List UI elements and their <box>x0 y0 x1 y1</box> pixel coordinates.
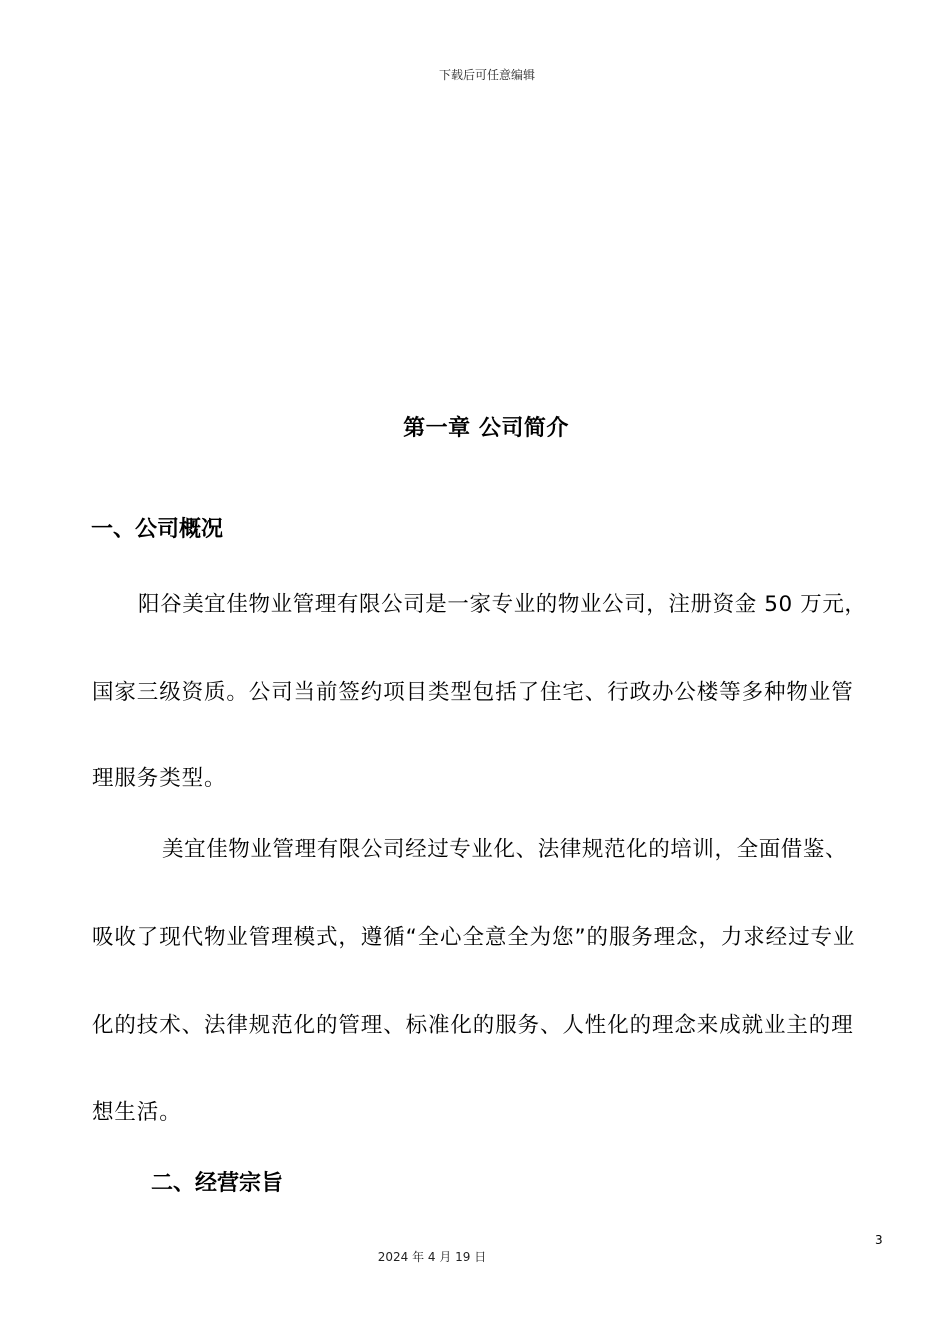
section-heading-purpose: 二、经营宗旨 <box>151 1171 284 1196</box>
paragraph-line: 美宜佳物业管理有限公司经过专业化、法律规范化的培训，全面借鉴、 <box>162 837 848 862</box>
paragraph-line: 阳谷美宜佳物业管理有限公司是一家专业的物业公司，注册资金 50 万元， <box>138 592 867 617</box>
chapter-title: 第一章 公司简介 <box>403 416 569 441</box>
section-heading-overview: 一、公司概况 <box>91 517 224 542</box>
page-number: 3 <box>875 1233 883 1247</box>
footer-date: 2024 年 4 月 19 日 <box>377 1250 487 1264</box>
paragraph-line: 化的技术、法律规范化的管理、标准化的服务、人性化的理念来成就业主的理 <box>92 1013 854 1038</box>
paragraph-line: 想生活。 <box>92 1100 182 1125</box>
header-note: 下载后可任意编辑 <box>438 68 535 82</box>
paragraph-line: 吸收了现代物业管理模式，遵循“全心全意全为您”的服务理念，力求经过专业 <box>92 925 856 950</box>
paragraph-line: 国家三级资质。公司当前签约项目类型包括了住宅、行政办公楼等多种物业管 <box>92 680 854 705</box>
paragraph-line: 理服务类型。 <box>92 766 227 791</box>
